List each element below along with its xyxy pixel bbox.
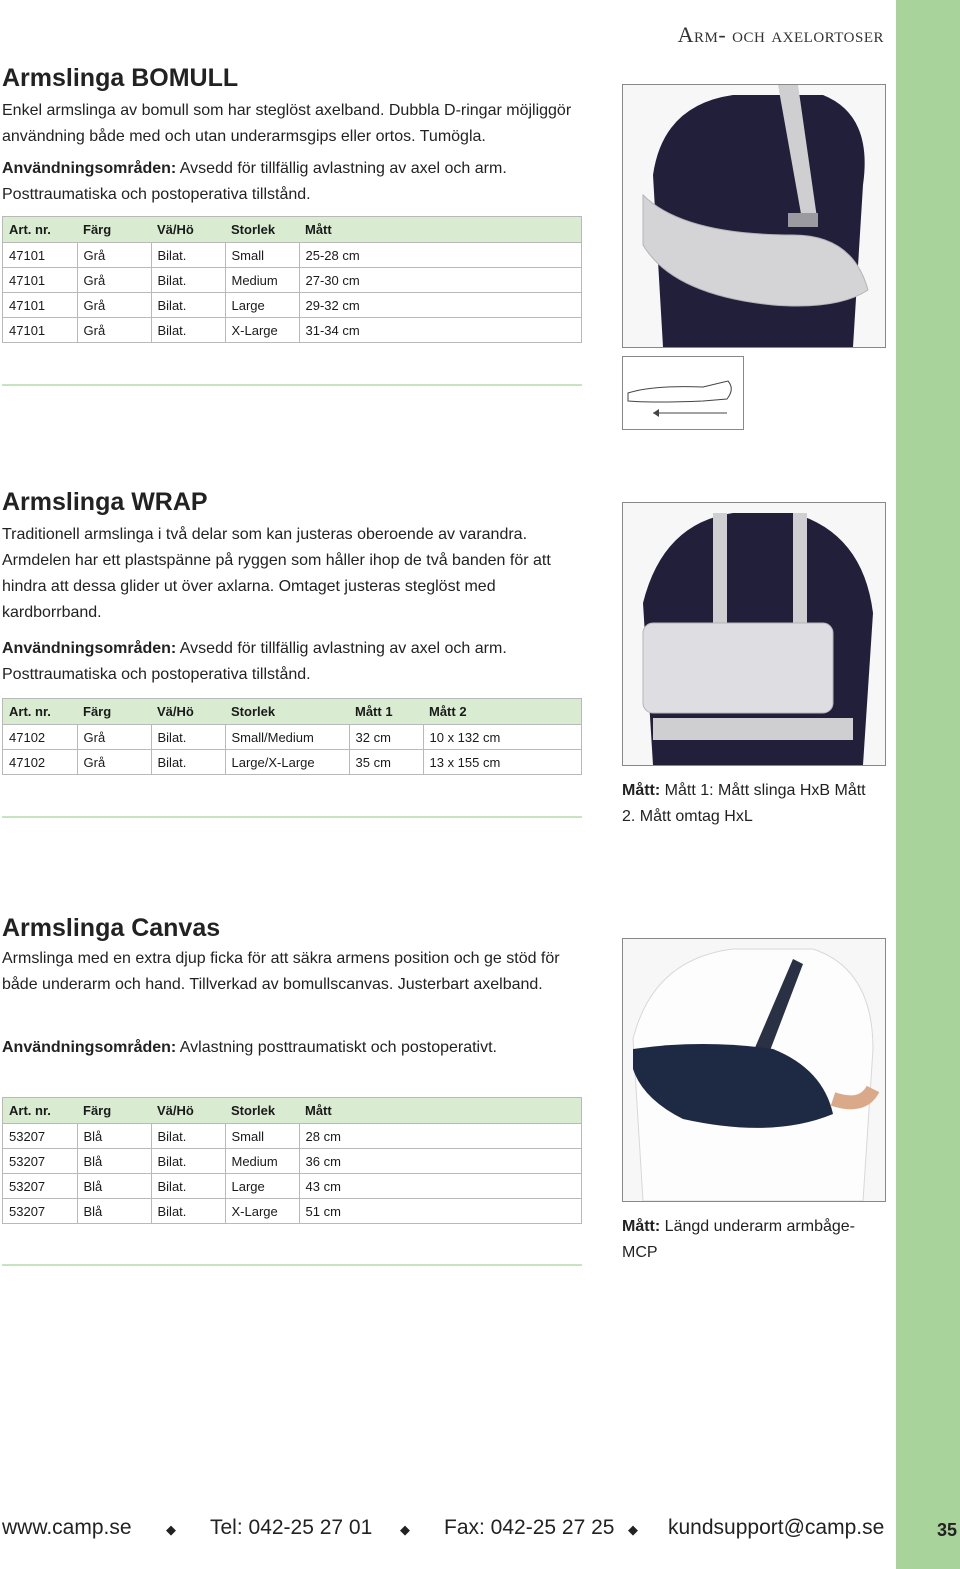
column-header: Art. nr. xyxy=(3,699,78,725)
table-cell: 27-30 cm xyxy=(299,268,582,293)
spec-table-wrap xyxy=(2,698,582,775)
table-cell: Grå xyxy=(77,750,151,775)
column-header: Art. nr. xyxy=(3,217,78,243)
usage-text: Avlastning posttraumatiskt och postoperativt. xyxy=(176,1039,497,1056)
table-cell: 43 cm xyxy=(299,1174,582,1199)
product-photo-bomull xyxy=(622,84,886,348)
table-cell: 29-32 cm xyxy=(299,293,582,318)
table-cell: Bilat. xyxy=(151,243,225,268)
table-cell: 47101 xyxy=(3,293,78,318)
column-header: Mått xyxy=(299,1098,582,1124)
table-cell: 53207 xyxy=(3,1149,78,1174)
caption-wrap xyxy=(622,778,882,830)
caption-label: Mått: xyxy=(622,1218,661,1235)
column-header: Mått 1 xyxy=(349,699,423,725)
column-header: Vä/Hö xyxy=(151,1098,225,1124)
table-cell: Small xyxy=(225,1124,299,1149)
table-cell: 47101 xyxy=(3,268,78,293)
table-cell: 47102 xyxy=(3,750,78,775)
table-cell: Blå xyxy=(77,1124,151,1149)
table-cell: 25-28 cm xyxy=(299,243,582,268)
caption-canvas xyxy=(622,1214,882,1266)
table-cell: 10 x 132 cm xyxy=(423,725,582,750)
table-cell: 36 cm xyxy=(299,1149,582,1174)
usage-text: Avsedd för tillfällig avlastning av axel och arm. Posttraumatiska och postoperativa tillstånd. xyxy=(2,640,507,683)
table-row xyxy=(3,293,582,318)
table-header-row xyxy=(3,1098,582,1124)
table-cell: Blå xyxy=(77,1174,151,1199)
bullet-icon: ◆ xyxy=(628,1522,638,1537)
table-cell: 51 cm xyxy=(299,1199,582,1224)
table-row xyxy=(3,318,582,343)
table-cell: 47101 xyxy=(3,243,78,268)
page-number: 35 xyxy=(937,1520,958,1540)
section-header: Arm- och axelortoser xyxy=(677,22,884,47)
table-cell: Blå xyxy=(77,1149,151,1174)
product-title-canvas: Armslinga Canvas xyxy=(2,914,221,942)
table-cell: Bilat. xyxy=(151,725,225,750)
table-cell: Grå xyxy=(77,293,151,318)
table-cell: 32 cm xyxy=(349,725,423,750)
bullet-icon: ◆ xyxy=(400,1522,410,1537)
table-cell: 35 cm xyxy=(349,750,423,775)
table-row xyxy=(3,1174,582,1199)
product-usage-wrap xyxy=(2,636,582,688)
product-title-bomull: Armslinga BOMULL xyxy=(2,64,239,92)
column-header: Färg xyxy=(77,217,151,243)
table-row xyxy=(3,750,582,775)
caption-text: Längd underarm armbåge-MCP xyxy=(622,1218,855,1261)
table-cell: Grå xyxy=(77,318,151,343)
section-divider xyxy=(2,384,582,386)
section-divider xyxy=(2,816,582,818)
table-row xyxy=(3,1149,582,1174)
table-cell: Small xyxy=(225,243,299,268)
column-header: Storlek xyxy=(225,217,299,243)
product-photo-canvas xyxy=(622,938,886,1202)
table-cell: X-Large xyxy=(225,1199,299,1224)
table-row xyxy=(3,268,582,293)
table-cell: 53207 xyxy=(3,1174,78,1199)
table-cell: Bilat. xyxy=(151,750,225,775)
table-cell: 47102 xyxy=(3,725,78,750)
usage-label: Användningsområden: xyxy=(2,1039,177,1056)
footer xyxy=(0,1516,960,1546)
table-cell: Grå xyxy=(77,268,151,293)
table-cell: Small/Medium xyxy=(225,725,349,750)
bullet-icon: ◆ xyxy=(166,1522,176,1537)
table-row xyxy=(3,1124,582,1149)
usage-label: Användningsområden: xyxy=(2,160,177,177)
measurement-diagram-bomull xyxy=(622,356,744,430)
side-color-bar xyxy=(896,0,960,1569)
footer-email-link[interactable]: kundsupport@camp.se xyxy=(668,1516,885,1539)
spec-table-canvas xyxy=(2,1097,582,1224)
table-cell: Medium xyxy=(225,268,299,293)
column-header: Vä/Hö xyxy=(151,217,225,243)
column-header: Storlek xyxy=(225,699,349,725)
table-row xyxy=(3,725,582,750)
usage-text: Avsedd för tillfällig avlastning av axel och arm. Posttraumatiska och postoperativa tillstånd. xyxy=(2,160,507,203)
table-cell: 31-34 cm xyxy=(299,318,582,343)
table-cell: Blå xyxy=(77,1199,151,1224)
product-description-canvas: Armslinga med en extra djup ficka för att säkra armens position och ge stöd för både underarm och hand. Tillverkad av bomullscanvas. Justerbart axelband. xyxy=(2,950,560,993)
table-cell: Bilat. xyxy=(151,268,225,293)
table-cell: 28 cm xyxy=(299,1124,582,1149)
table-cell: Large/X-Large xyxy=(225,750,349,775)
column-header: Art. nr. xyxy=(3,1098,78,1124)
section-divider xyxy=(2,1264,582,1266)
table-cell: Bilat. xyxy=(151,1199,225,1224)
spec-table-bomull xyxy=(2,216,582,343)
column-header: Mått 2 xyxy=(423,699,582,725)
table-cell: Large xyxy=(225,1174,299,1199)
column-header: Färg xyxy=(77,699,151,725)
table-cell: X-Large xyxy=(225,318,299,343)
table-cell: Bilat. xyxy=(151,1124,225,1149)
table-cell: 53207 xyxy=(3,1199,78,1224)
table-cell: Bilat. xyxy=(151,318,225,343)
caption-text: Mått 1: Mått slinga HxB Mått 2. Mått omtag HxL xyxy=(622,782,866,825)
table-cell: Grå xyxy=(77,243,151,268)
product-usage-bomull xyxy=(2,156,582,208)
table-cell: Bilat. xyxy=(151,293,225,318)
table-cell: Grå xyxy=(77,725,151,750)
footer-website-link[interactable]: www.camp.se xyxy=(2,1516,132,1539)
table-cell: 53207 xyxy=(3,1124,78,1149)
caption-label: Mått: xyxy=(622,782,661,799)
table-cell: 47101 xyxy=(3,318,78,343)
footer-fax: Fax: 042-25 27 25 xyxy=(444,1516,615,1539)
product-photo-wrap xyxy=(622,502,886,766)
column-header: Storlek xyxy=(225,1098,299,1124)
product-usage-canvas xyxy=(2,1035,582,1061)
column-header: Vä/Hö xyxy=(151,699,225,725)
usage-label: Användningsområden: xyxy=(2,640,177,657)
table-cell: Large xyxy=(225,293,299,318)
table-row xyxy=(3,243,582,268)
table-cell: Bilat. xyxy=(151,1174,225,1199)
column-header: Mått xyxy=(299,217,582,243)
table-row xyxy=(3,1199,582,1224)
table-cell: Medium xyxy=(225,1149,299,1174)
product-description-wrap: Traditionell armslinga i två delar som kan justeras oberoende av varandra. Armdelen har ett plastspänne på ryggen som håller ihop de två banden för att hindra att dessa glider ut över axlarna. Omtaget justeras steglöst med kardborrband. xyxy=(2,526,551,621)
table-header-row xyxy=(3,699,582,725)
product-title-wrap: Armslinga WRAP xyxy=(2,488,208,516)
product-description-bomull: Enkel armslinga av bomull som har steglöst axelband. Dubbla D-ringar möjliggör användning både med och utan underarmsgips eller ortos. Tumögla. xyxy=(2,102,572,145)
table-cell: Bilat. xyxy=(151,1149,225,1174)
footer-tel: Tel: 042-25 27 01 xyxy=(210,1516,373,1539)
table-header-row xyxy=(3,217,582,243)
column-header: Färg xyxy=(77,1098,151,1124)
table-cell: 13 x 155 cm xyxy=(423,750,582,775)
